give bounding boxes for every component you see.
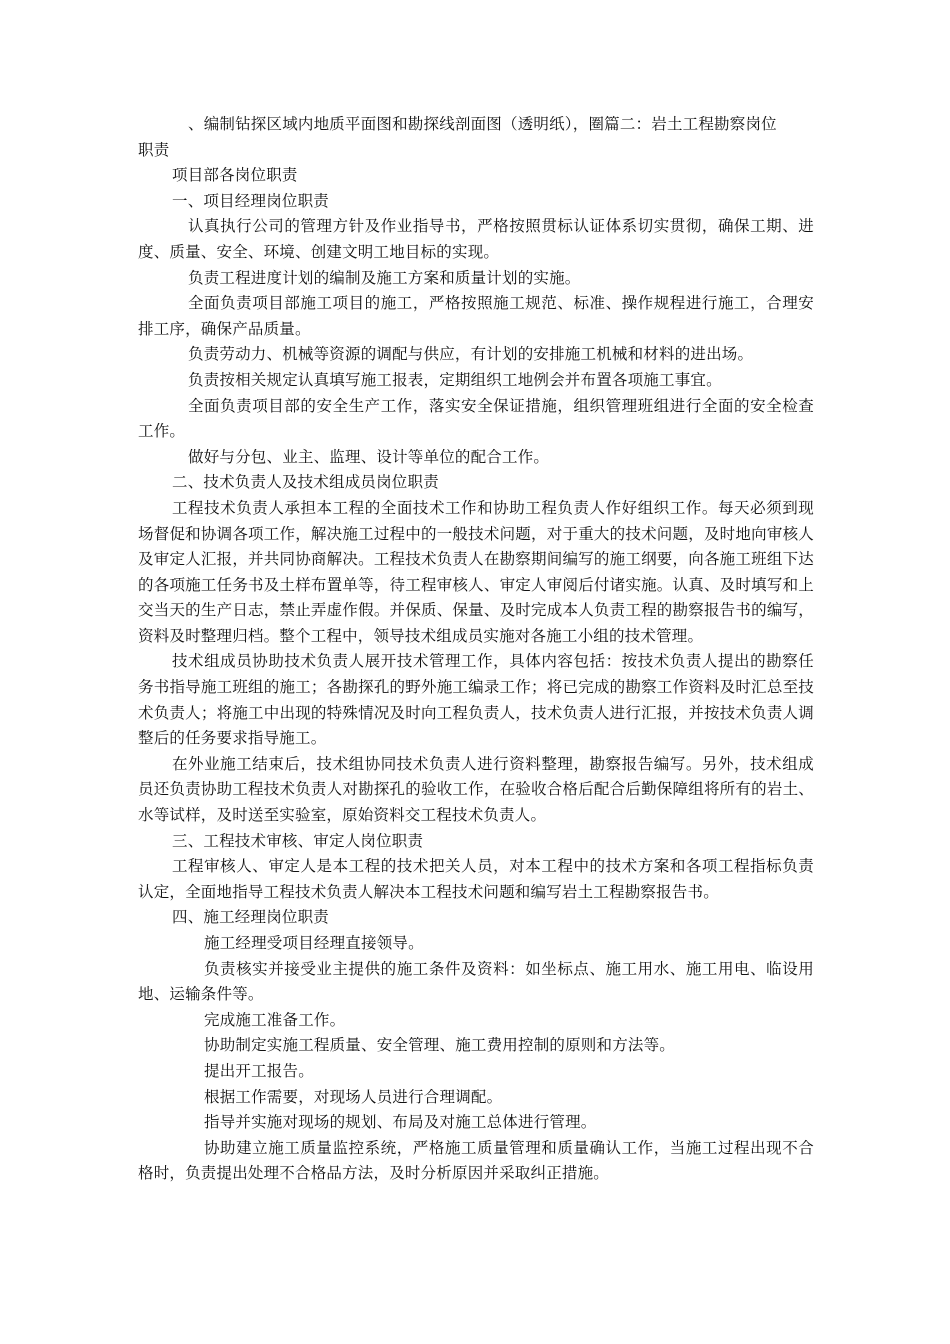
paragraph: 协助制定实施工程质量、安全管理、施工费用控制的原则和方法等。 — [204, 1036, 676, 1055]
paragraph: 四、施工经理岗位职责 — [172, 908, 330, 927]
paragraph: 负责工程进度计划的编制及施工方案和质量计划的实施。 — [188, 268, 581, 287]
paragraph: 三、工程技术审核、审定人岗位职责 — [172, 831, 424, 850]
paragraph: 职责 — [138, 140, 170, 159]
paragraph: 技术组成员协助技术负责人展开技术管理工作，具体内容包括：按技术负责人提出的勘察任务书指导施工班组的施工；各勘探孔的野外施工编录工作；将已完成的勘察工作资料及时汇总至技术负责人；将施工中出现的特殊情况及时向工程负责人，技术负责人进行汇报，并按技术负责人调整后的任务要求指导施工。 — [138, 652, 814, 748]
paragraph: 完成施工准备工作。 — [204, 1010, 346, 1029]
paragraph: 项目部各岗位职责 — [172, 166, 298, 185]
document-body — [138, 112, 814, 1187]
paragraph: 负责按相关规定认真填写施工报表，定期组织工地例会并布置各项施工事宜。 — [188, 370, 722, 389]
paragraph: 工程审核人、审定人是本工程的技术把关人员，对本工程中的技术方案和各项工程指标负责认定，全面地指导工程技术负责人解决本工程技术问题和编写岩土工程勘察报告书。 — [138, 857, 814, 901]
paragraph: 施工经理受项目经理直接领导。 — [204, 934, 424, 952]
paragraph: 在外业施工结束后，技术组协同技术负责人进行资料整理，勘察报告编写。另外，技术组成员还负责协助工程技术负责人对勘探孔的验收工作，在验收合格后配合后勤保障组将所有的岩土、水等试样，及时送至实验室，原始资料交工程技术负责人。 — [138, 754, 814, 825]
paragraph: 全面负责项目部的安全生产工作，落实安全保证措施，组织管理班组进行全面的安全检查工作。 — [138, 396, 814, 441]
paragraph: 认真执行公司的管理方针及作业指导书，严格按照贯标认证体系切实贯彻，确保工期、进度、质量、安全、环境、创建文明工地目标的实现。 — [138, 217, 814, 261]
paragraph: 指导并实施对现场的规划、布局及对施工总体进行管理。 — [204, 1113, 597, 1132]
paragraph: 负责核实并接受业主提供的施工条件及资料：如坐标点、施工用水、施工用电、临设用地、运输条件等。 — [138, 959, 814, 1004]
paragraph: 全面负责项目部施工项目的施工，严格按照施工规范、标准、操作规程进行施工，合理安排工序，确保产品质量。 — [138, 294, 814, 338]
paragraph: 、编制钻探区域内地质平面图和勘探线剖面图（透明纸），圈篇二：岩土工程勘察岗位 — [188, 115, 777, 133]
paragraph: 做好与分包、业主、监理、设计等单位的配合工作。 — [188, 447, 550, 466]
paragraph: 根据工作需要，对现场人员进行合理调配。 — [204, 1087, 503, 1106]
paragraph: 工程技术负责人承担本工程的全面技术工作和协助工程负责人作好组织工作。每天必须到现场督促和协调各项工作，解决施工过程中的一般技术问题，对于重大的技术问题，及时地向审核人及审定人汇报，并共同协商解决。工程技术负责人在勘察期间编写的施工纲要，向各施工班组下达的各项施工任务书及土样布置单等，待工程审核人、审定人审阅后付诸实施。认真、及时填写和上交当天的生产日志，禁止弄虚作假。并保质、保量、及时完成本人负责工程的勘察报告书的编写，资料及时整理归档。整个工程中，领导技术组成员实施对各施工小组的技术管理。 — [138, 498, 814, 645]
paragraph: 提出开工报告。 — [204, 1061, 314, 1080]
paragraph: 负责劳动力、机械等资源的调配与供应，有计划的安排施工机械和材料的进出场。 — [188, 345, 754, 364]
paragraph: 一、项目经理岗位职责 — [172, 191, 330, 210]
paragraph: 协助建立施工质量监控系统，严格施工质量管理和质量确认工作，当施工过程出现不合格时，负责提出处理不合格品方法，及时分析原因并采取纠正措施。 — [138, 1138, 814, 1183]
paragraph: 二、技术负责人及技术组成员岗位职责 — [172, 473, 439, 492]
